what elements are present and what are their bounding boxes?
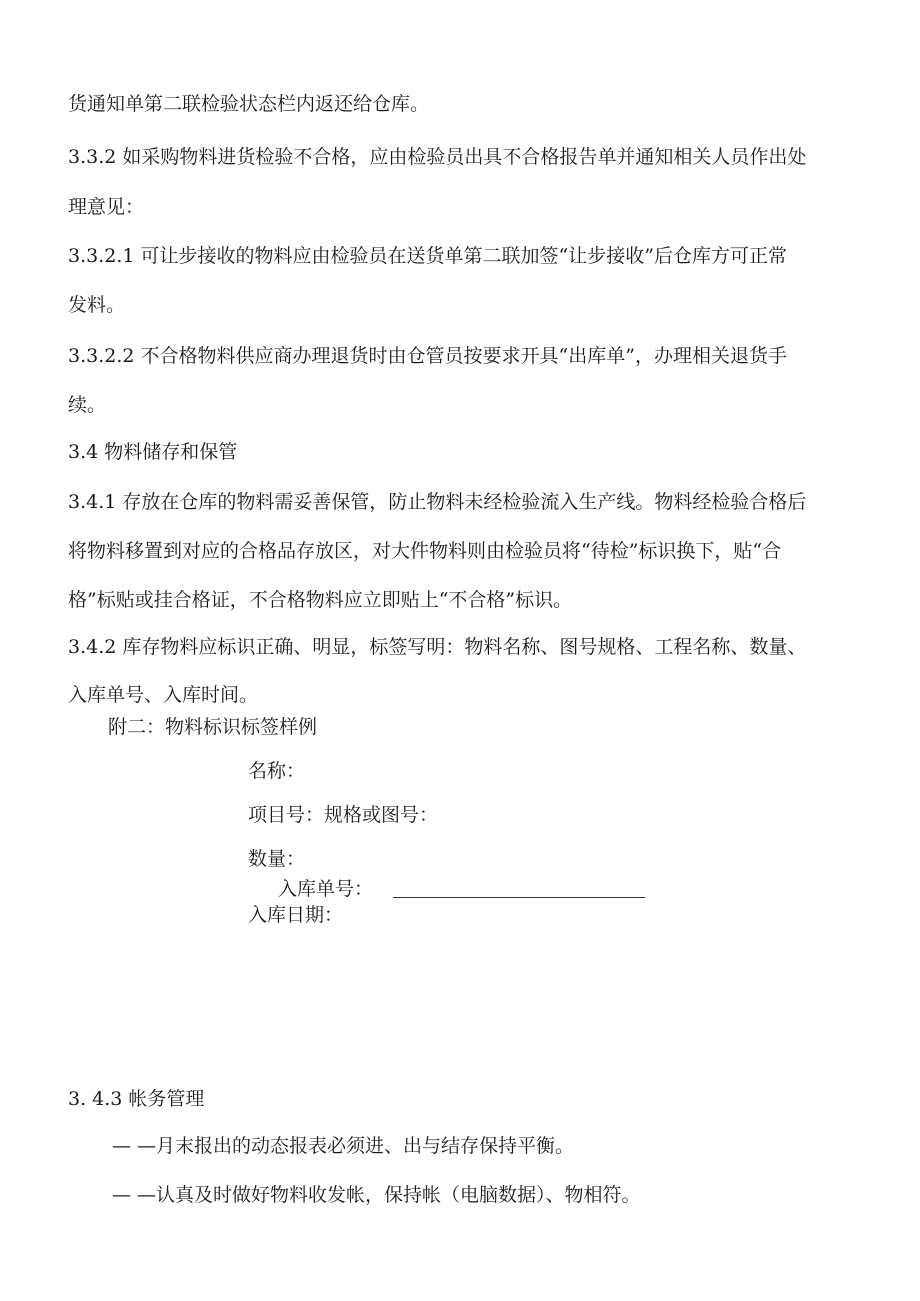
paragraph-3-4-1-line1: 3.4.1 存放在仓库的物料需妥善保管，防止物料未经检验流入生产线。物料经检验合格后 bbox=[68, 491, 807, 513]
order-number-label: 入库单号： bbox=[278, 878, 374, 900]
paragraph-continuation: 货通知单第二联检验状态栏内返还给仓库。 bbox=[68, 93, 430, 115]
paragraph-3-3-2-line2: 理意见： bbox=[68, 196, 145, 218]
paragraph-3-3-2-2-line1: 3.3.2.2 不合格物料供应商办理退货时由仓管员按要求开具“出库单”，办理相关退货手 bbox=[68, 345, 787, 367]
section-heading-3-4: 3.4 物料储存和保管 bbox=[68, 441, 238, 463]
section-heading-3-4-3: 3. 4.3 帐务管理 bbox=[68, 1088, 205, 1110]
paragraph-3-4-1-line3: 格”标贴或挂合格证，不合格物料应立即贴上“不合格”标识。 bbox=[68, 589, 573, 611]
label-field-name: 名称： bbox=[248, 760, 306, 782]
paragraph-3-4-1-line2: 将物料移置到对应的合格品存放区，对大件物料则由检验员将“待检”标识换下，贴“合 bbox=[68, 540, 782, 562]
label-field-date: 入库日期： bbox=[248, 904, 344, 926]
list-item: — —月末报出的动态报表必须进、出与结存保持平衡。 bbox=[112, 1135, 575, 1157]
paragraph-3-4-2-line1: 3.4.2 库存物料应标识正确、明显，标签写明：物料名称、图号规格、工程名称、数量、 bbox=[68, 636, 807, 658]
paragraph-3-3-2-2-line2: 续。 bbox=[68, 394, 107, 416]
label-field-item-spec: 项目号：规格或图号： bbox=[248, 804, 439, 826]
list-item: — —认真及时做好物料收发帐，保持帐（电脑数据）、物相符。 bbox=[112, 1184, 641, 1206]
label-field-order-number bbox=[278, 877, 645, 901]
appendix-title: 附二：物料标识标签样例 bbox=[108, 716, 318, 738]
paragraph-3-4-2-line2: 入库单号、入库时间。 bbox=[68, 684, 259, 706]
order-number-underline bbox=[393, 883, 645, 898]
paragraph-3-3-2-1-line1: 3.3.2.1 可让步接收的物料应由检验员在送货单第二联加签“让步接收”后仓库方可正常 bbox=[68, 245, 787, 267]
paragraph-3-3-2-1-line2: 发料。 bbox=[68, 294, 126, 316]
paragraph-3-3-2-line1: 3.3.2 如采购物料进货检验不合格，应由检验员出具不合格报告单并通知相关人员作出处 bbox=[68, 146, 807, 168]
label-field-quantity: 数量： bbox=[248, 848, 306, 870]
